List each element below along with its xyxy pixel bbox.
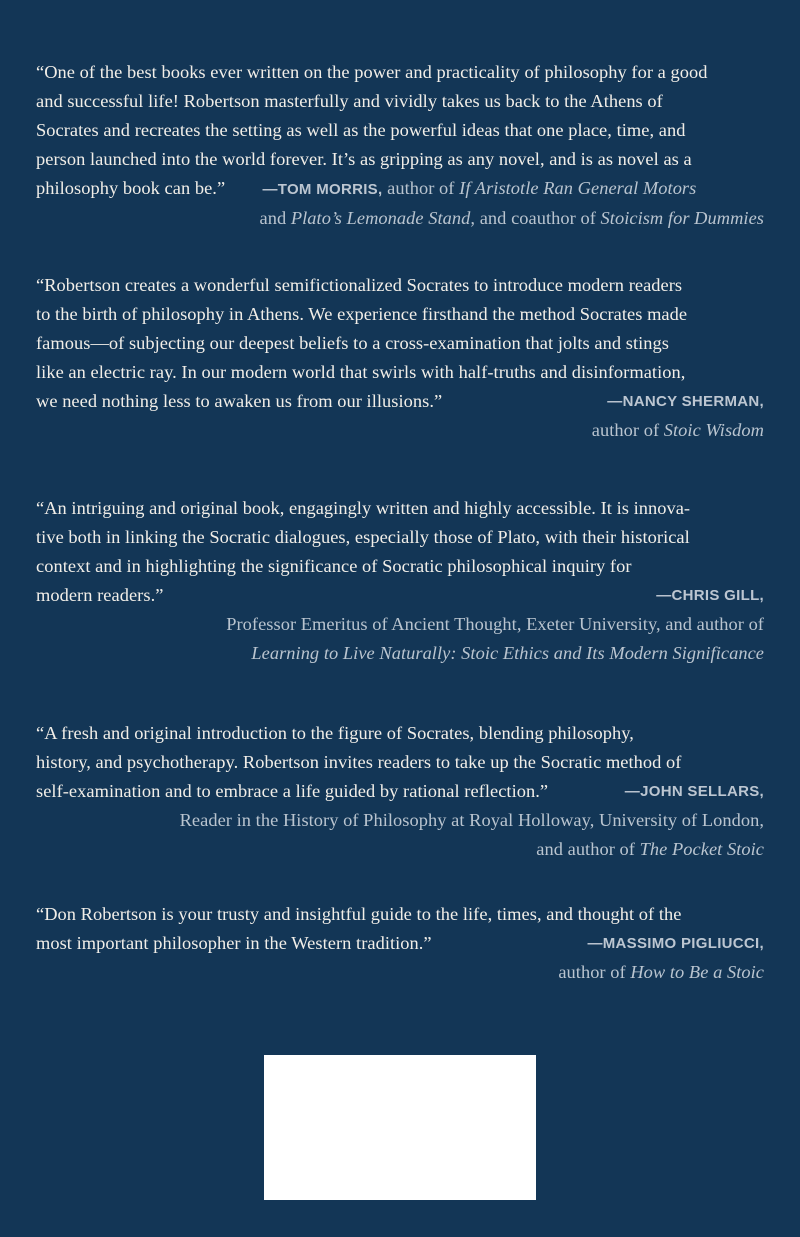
book-title: Stoicism for Dummies — [600, 208, 764, 228]
quote-line: to the birth of philosophy in Athens. We experience firsthand the method Socrates made — [36, 304, 688, 324]
quote-line: “One of the best books ever written on the power and practicality of philosophy for a good — [36, 62, 708, 82]
book-title: Plato’s Lemonade Stand, — [290, 208, 476, 228]
quote-final-fragment: most important philosopher in the Western tradition.” — [36, 933, 432, 953]
book-title: The Pocket Stoic — [639, 839, 764, 859]
quote-line: famous—of subjecting our deepest beliefs to a cross-examination that jolts and stings — [36, 333, 669, 353]
quote-line: like an electric ray. In our modern world that swirls with half-truths and disinformation, — [36, 362, 686, 382]
quote-line: context and in highlighting the significance of Socratic philosophical inquiry for — [36, 556, 632, 576]
quote-line: “An intriguing and original book, engagingly written and highly accessible. It is innova- — [36, 498, 691, 518]
quote-line: tive both in linking the Socratic dialogues, especially those of Plato, with their historical — [36, 527, 690, 547]
attribution-prefix: and — [259, 208, 287, 228]
attribution-line: Professor Emeritus of Ancient Thought, Exeter University, and author of — [226, 614, 764, 634]
quote-line: and successful life! Robertson masterfully and vividly takes us back to the Athens of — [36, 91, 663, 111]
quote-line-with-name — [36, 929, 764, 958]
quote-line: history, and psychotherapy. Robertson invites readers to take up the Socratic method of — [36, 752, 682, 772]
quote-final-fragment: self-examination and to embrace a life guided by rational reflection.” — [36, 781, 549, 801]
reviewer-name: —TOM MORRIS, — [262, 181, 383, 198]
quote-line-with-name — [36, 581, 764, 610]
reviewer-name: —NANCY SHERMAN, — [607, 393, 764, 410]
quote-final-fragment: we need nothing less to awaken us from our illusions.” — [36, 391, 443, 411]
book-title: How to Be a Stoic — [630, 962, 764, 982]
blurb-massimo-pigliucci — [36, 900, 764, 987]
attribution-prefix: author of — [591, 420, 660, 440]
attribution-prefix: and author of — [536, 839, 635, 859]
attribution-line — [36, 416, 764, 445]
book-title: Learning to Live Naturally: Stoic Ethics and Its Modern Significance — [251, 643, 764, 663]
book-title: If Aristotle Ran General Motors — [459, 178, 697, 198]
book-title: Stoic Wisdom — [663, 420, 764, 440]
attribution-line: Reader in the History of Philosophy at Royal Holloway, University of London, — [179, 810, 764, 830]
attribution-line — [36, 204, 764, 233]
quote-line: “Robertson creates a wonderful semifictionalized Socrates to introduce modern readers — [36, 275, 683, 295]
quote-line-with-name — [36, 777, 764, 806]
barcode-placeholder — [264, 1055, 536, 1200]
reviewer-name: —JOHN SELLARS, — [624, 783, 764, 800]
attribution-line — [36, 958, 764, 987]
quote-final-fragment: philosophy book can be.” — [36, 178, 226, 198]
reviewer-name: —CHRIS GILL, — [656, 587, 764, 604]
quote-line: “A fresh and original introduction to the figure of Socrates, blending philosophy, — [36, 723, 634, 743]
attribution-prefix: author of — [387, 178, 455, 198]
blurb-chris-gill — [36, 494, 764, 668]
attribution-middle: and coauthor of — [479, 208, 596, 228]
quote-line: Socrates and recreates the setting as well as the powerful ideas that one place, time, and — [36, 120, 686, 140]
blurb-nancy-sherman — [36, 271, 764, 445]
quote-final-fragment: modern readers.” — [36, 585, 164, 605]
quote-line-with-name — [36, 174, 764, 204]
quote-line-with-name — [36, 387, 764, 416]
blurb-john-sellars — [36, 719, 764, 864]
quote-line: person launched into the world forever. It’s as gripping as any novel, and is as novel as a — [36, 149, 692, 169]
blurb-tom-morris — [36, 58, 764, 233]
quote-line: “Don Robertson is your trusty and insightful guide to the life, times, and thought of the — [36, 904, 682, 924]
attribution-line — [36, 835, 764, 864]
reviewer-name: —MASSIMO PIGLIUCCI, — [587, 935, 764, 952]
attribution-prefix: author of — [558, 962, 626, 982]
